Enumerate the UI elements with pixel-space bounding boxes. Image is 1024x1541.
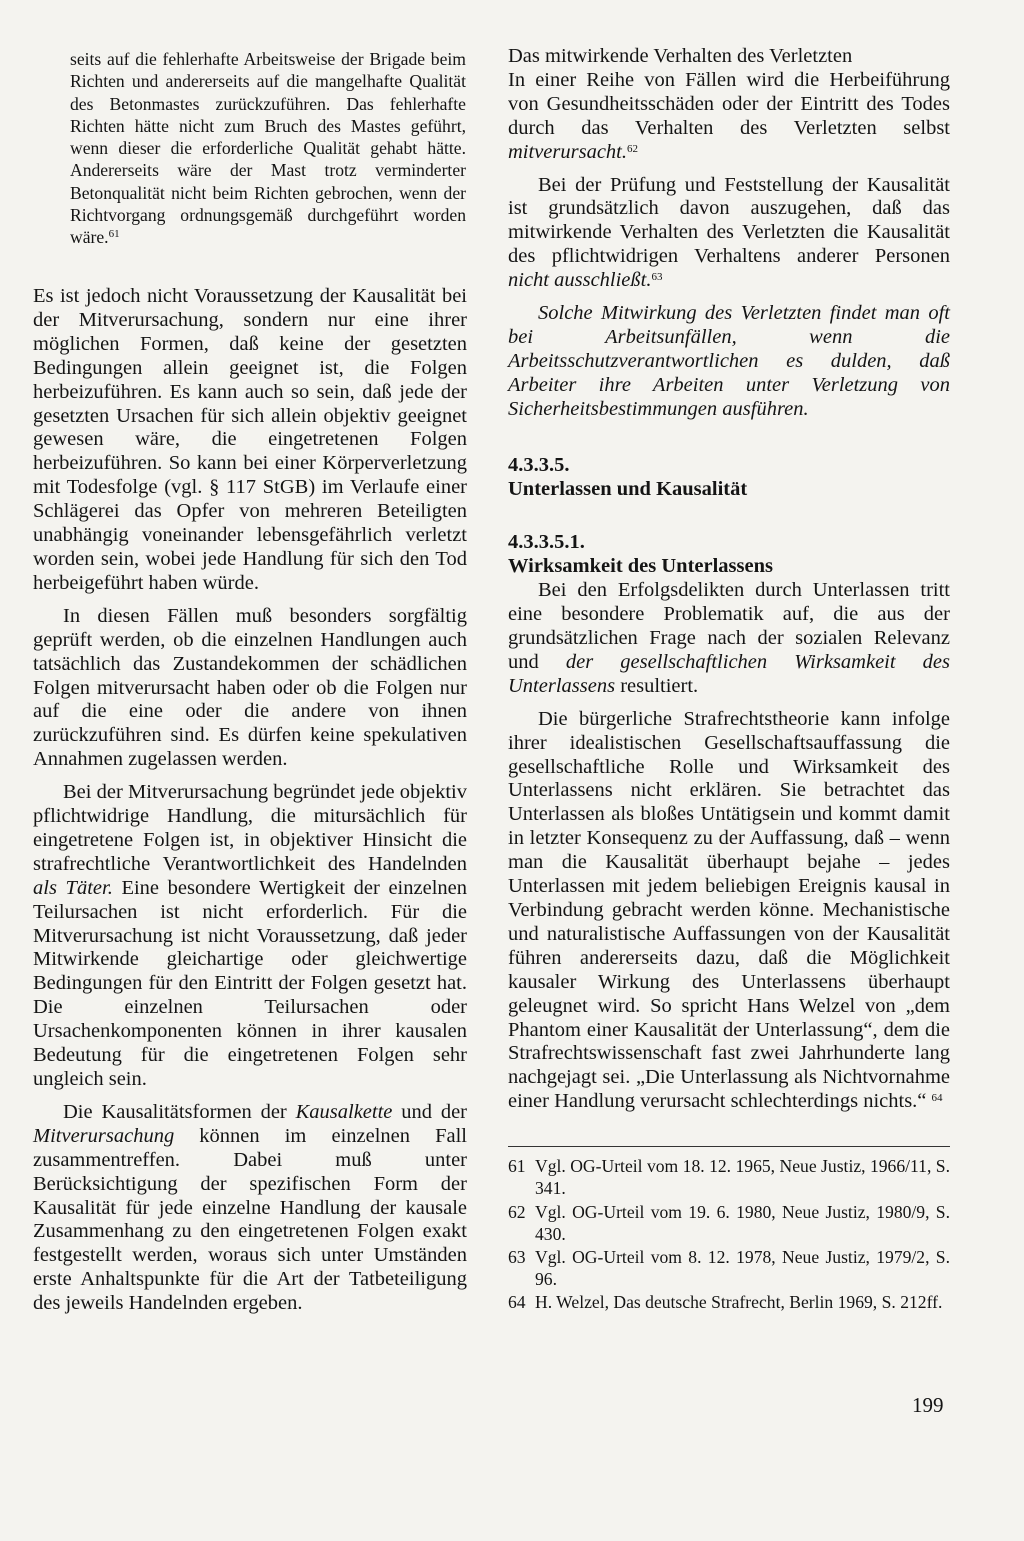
paragraph-r2: Bei der Prüfung und Feststellung der Kausalität ist grundsätzlich davon auszugehen, daß das mitwirkende Verhalten des Verletzten die Kausalität des pflichtwidrigen Verhaltens anderer Personen nicht ausschließt.$^{63}$ [508,173,950,292]
footnote-ref-64: 64 [931,1092,943,1105]
paragraph-r1: In einer Reihe von Fällen wird die Herbeiführung von Gesundheitsschäden oder der Eintritt des Todes durch das Verhalten des Verletzten selbst mitverursacht.$^{62}$ [508,68,950,163]
paragraph-3: Bei der Mitverursachung begründet jede objektiv pflichtwidrige Handlung, die mitursächlich für eingetretene Folgen ist, in objektiver Hinsicht die strafrechtliche Verantwortlichkeit des Handelnden als Täter. Eine besondere Wertigkeit der einzelnen Teilursachen ist nicht erforderlich. Für die Mitverursachung ist nicht Voraussetzung, daß jeder Mitwirkende gleichartige oder gleichwertige Bedingungen für den Eintritt der Folgen gesetzt hat. Die einzelnen Teilursachen oder Ursachenkomponenten können in ihrer kausalen Bedeutung für die eingetretenen Folgen sehr ungleich sein. [33,781,467,1090]
quote-paragraph: seits auf die fehlerhafte Arbeitsweise der Brigade beim Richten und andererseits auf die mangelhafte Qualität des Betonmastes zurückzuführen. Das fehlerhafte Richten hätte nicht zum Bruch des Mastes geführt, wenn dieser die erforderliche Qualität gehabt hätte. Andererseits wäre der Mast trotz verminderter Betonqualität nicht beim Richten gebrochen, wenn der Richtvorgang ordnungsgemäß durchgeführt worden wäre.$^{61}$ [70,49,466,248]
section-number-4-3-3-5: 4.3.3.5. [508,453,570,476]
footnote-ref-62: 62 [627,142,638,155]
section-title-wirksamkeit: Wirksamkeit des Unterlassens [508,555,773,578]
right-column [508,45,950,1315]
section-title-unterlassen: Unterlassen und Kausalität [508,477,748,500]
paragraph-4: Die Kausalitätsformen der Kausalkette und der Mitverursachung können im einzelnen Fall zusammentreffen. Dabei muß unter Berücksichtigung der spezifischen Form der Kausalität für jede einzelne Handlung der kausale Zusammenhang zu den eingetretenen Folgen exakt festgestellt werden, woraus sich unter Umständen erste Anhaltspunkte für die Art der Tatbeteiligung des jeweils Handelnden ergeben. [33,1100,467,1315]
footnote-ref-61: 61 [108,228,120,241]
emphasis-kausalkette: Kausalkette [295,1100,393,1123]
footnote-64: 64 H. Welzel, Das deutsche Strafrecht, Berlin 1969, S. 212ff. [508,1292,943,1313]
emphasis-als-taeter: als Täter. [33,876,113,899]
page-number: 199 [912,1393,944,1417]
section-number-4-3-3-5-1: 4.3.3.5.1. [508,531,585,554]
paragraph-1: Es ist jedoch nicht Voraussetzung der Kausalität bei der Mitverursachung, sondern nur eine ihrer möglichen Formen, daß keine der gesetzten Bedingungen allein geeignet ist, die Folgen herbeizuführen. Es kann auch so sein, daß jede der gesetzten Ursachen für sich allein objektiv geeignet gewesen wäre, die eingetretenen Folgen herbeizuführen. So kann bei einer Körperverletzung mit Todesfolge (vgl. § 117 StGB) im Verlaufe einer Schlägerei das Opfer von mehreren Beteiligten unabhängig voneinander lebensgefährlich verletzt worden sein, wobei jede Handlung für sich den Tod herbeigeführt haben würde. [33,285,467,594]
emphasis-mitverursachung: Mitverursachung [33,1124,175,1147]
footnote-63: 63 Vgl. OG-Urteil vom 8. 12. 1978, Neue Justiz, 1979/2, S. 96. [508,1246,950,1290]
paragraph-r5: Die bürgerliche Strafrechtstheorie kann infolge ihrer idealistischen Gesellschaftsauffassung die gesellschaftliche Rolle und Wirksamkeit des Unterlassens nicht erklären. Sie betrachtet das Unterlassen als bloßes Untätigsein und kommt damit in letzter Konsequenz zu der Auffassung, daß – wenn man die Kausalität überhaupt bejahe – jedes Unterlassen mit jedem beliebigen Ereignis kausal in Verbindung gebracht werden könne. Mechanistische und naturalistische Auffassungen von der Kausalität führen andererseits dazu, daß die Möglichkeit kausaler Wirkung des Unterlassens überhaupt geleugnet wird. So spricht Hans Welzel von „dem Phantom einer Kausalität der Unterlassung“, dem die Strafrechtswissenschaft fast zwei Jahrhunderte lang nachgejagt sei. „Die Unterlassung als Nichtvornahme einer Handlung verursacht schlechterdings nichts.“ $^{64}$ [508,707,950,1113]
quoted-example [70,48,466,249]
subsection-title: Das mitwirkende Verhalten des Verletzten [508,45,853,67]
footnote-62: 62 Vgl. OG-Urteil vom 19. 6. 1980, Neue Justiz, 1980/9, S. 430. [508,1201,950,1244]
footnote-ref-63: 63 [651,271,663,284]
left-column [33,285,467,1316]
paragraph-2: In diesen Fällen muß besonders sorgfältig geprüft werden, ob die einzelnen Handlungen auch tatsächlich das Zustandekommen der schädlichen Folgen mitverursacht haben oder ob die Folgen nur auf die eine oder die andere von ihnen zurückzuführen sind. Es dürfen keine spekulativen Annahmen zugelassen werden. [33,604,467,771]
footnote-divider [508,1146,950,1147]
paragraph-r3: Solche Mitwirkung des Verletzten findet man oft bei Arbeitsunfällen, wenn die Arbeitsschutzverantwortlichen es dulden, daß Arbeiter ihre Arbeiten unter Verletzung von Sicherheitsbestimmungen ausführen. [508,302,950,420]
paragraph-r4: Bei den Erfolgsdelikten durch Unterlassen tritt eine besondere Problematik auf, die aus der grundsätzlichen Frage nach der sozialen Relevanz und der gesellschaftlichen Wirksamkeit des Unterlassens resultiert. [508,579,950,697]
footnotes [508,1155,950,1313]
footnote-61: 61 Vgl. OG-Urteil vom 18. 12. 1965, Neue Justiz, 1966/11, S. 341. [508,1156,950,1199]
